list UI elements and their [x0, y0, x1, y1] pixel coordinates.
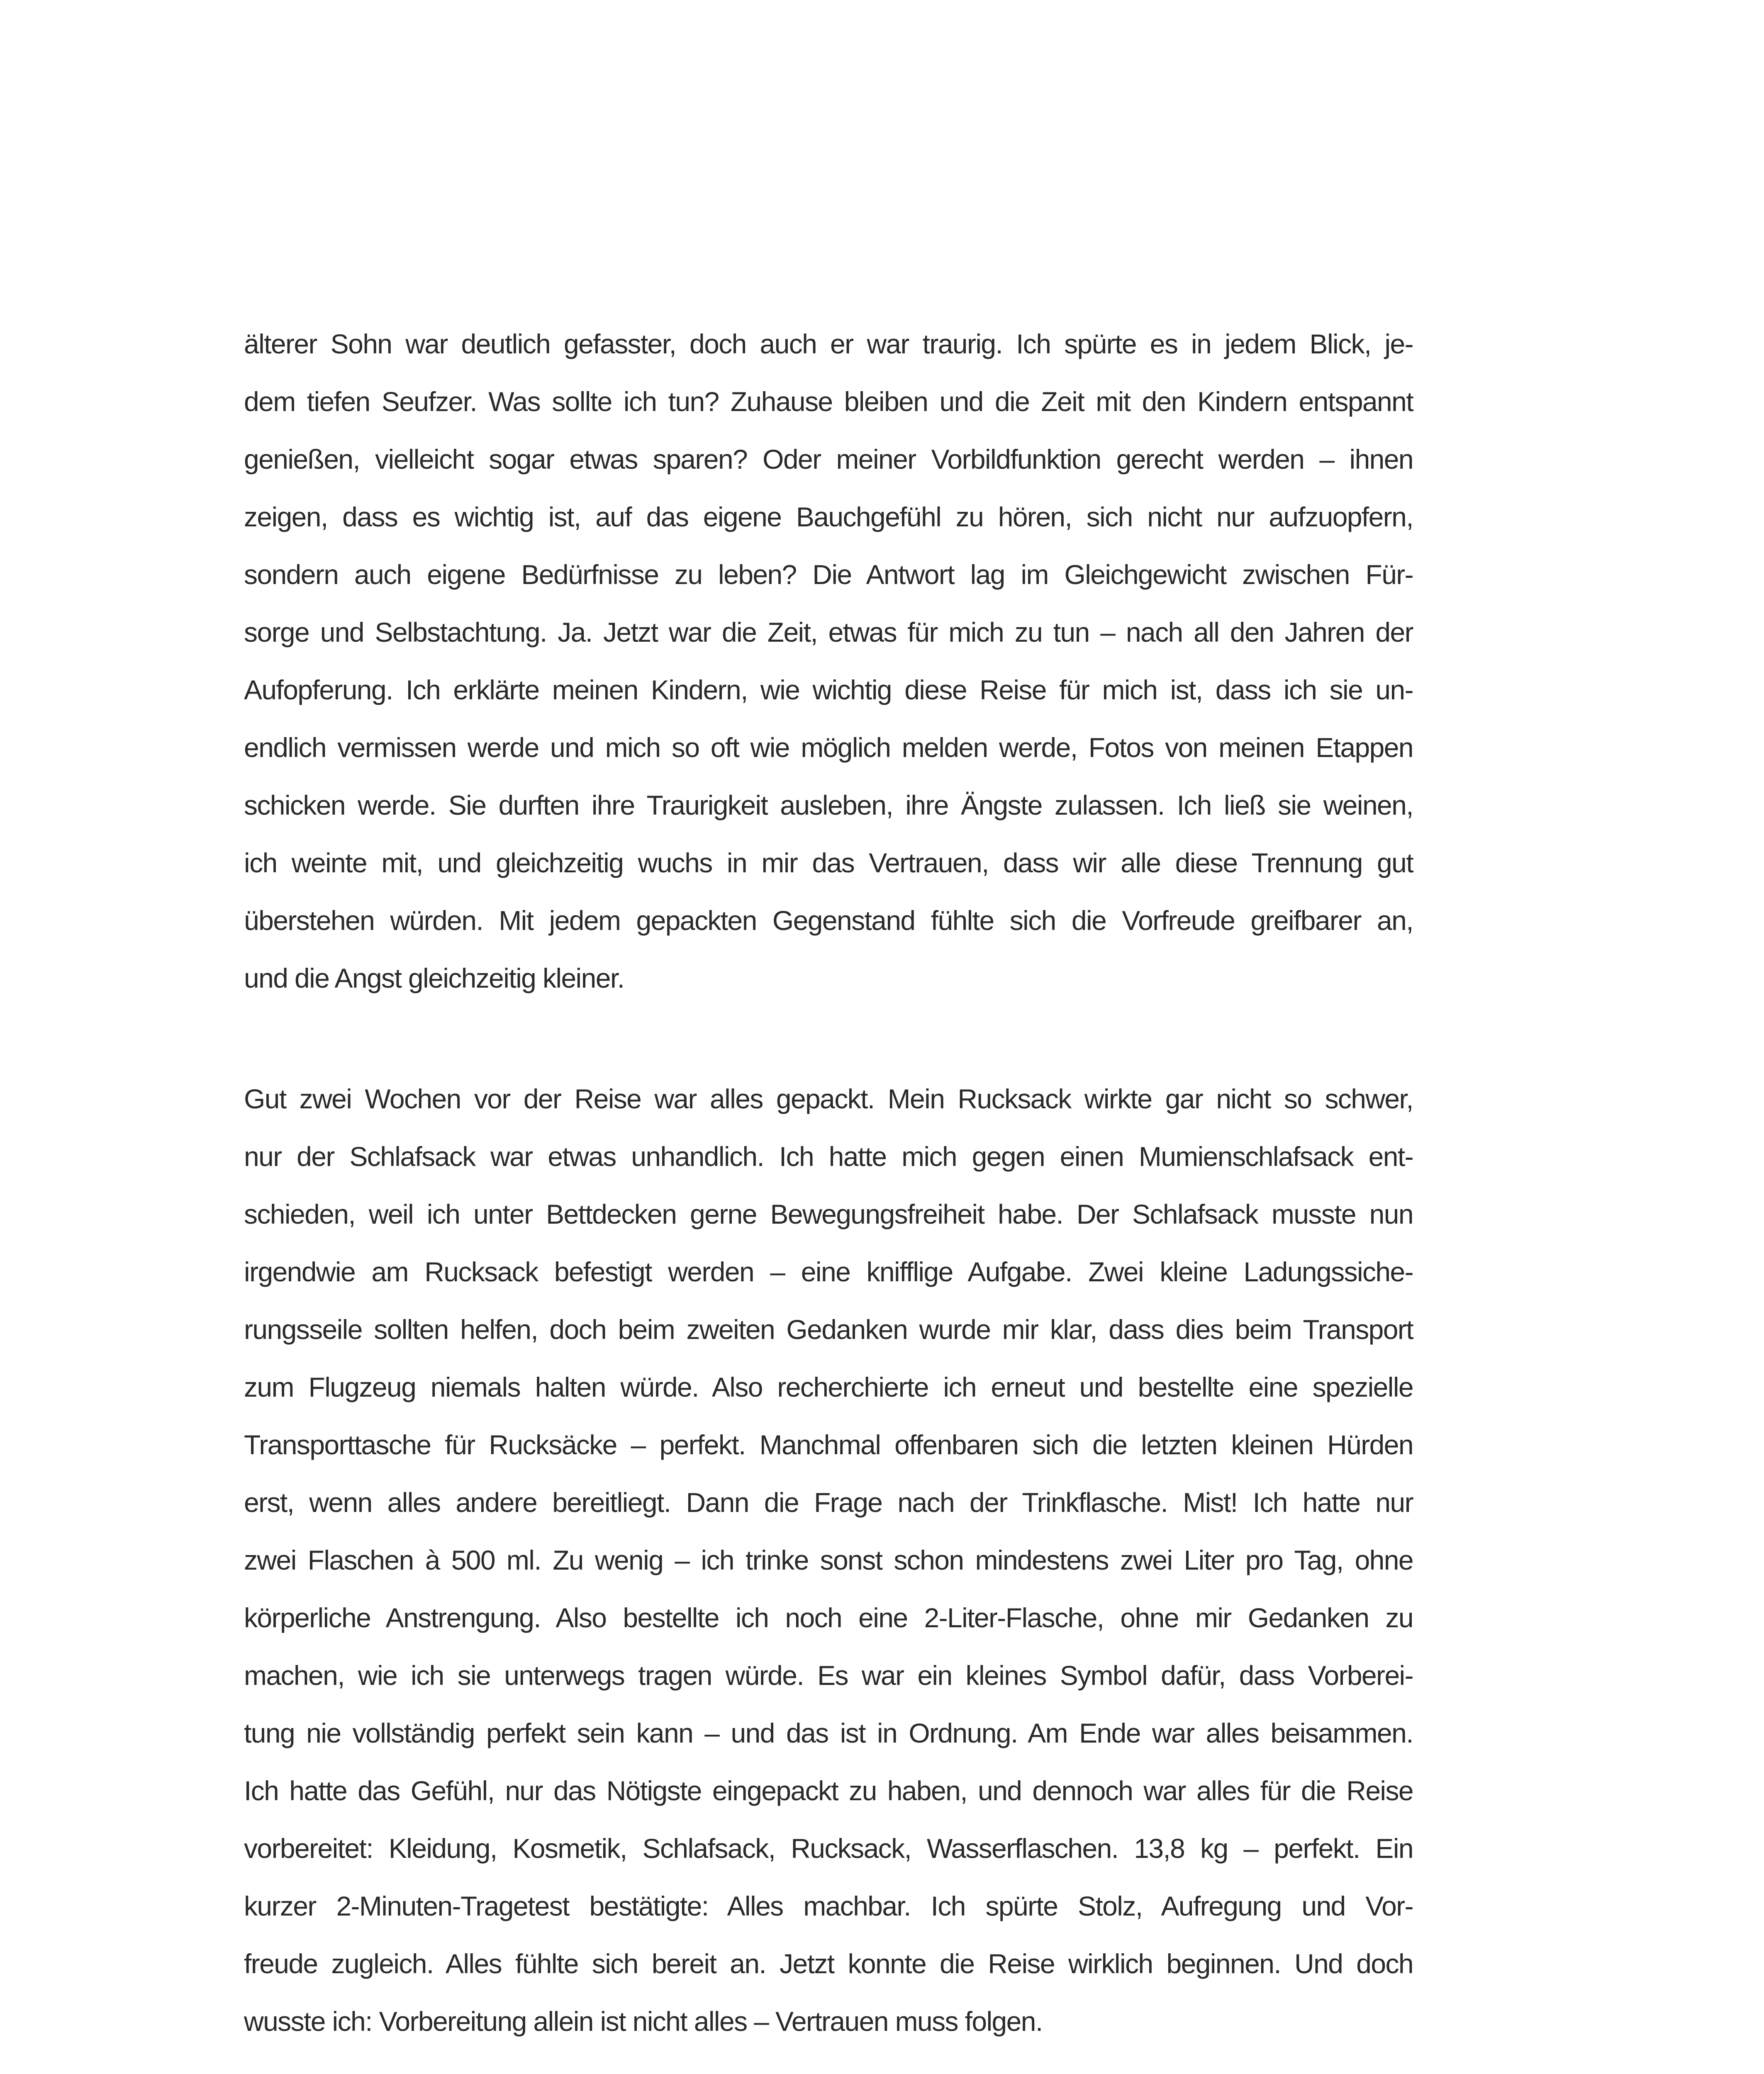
paragraph-1 — [244, 315, 1413, 1007]
text-line: vorbereitet: Kleidung, Kosmetik, Schlafsack, Rucksack, Wasserflaschen. 13,8 kg – perfekt. Ein — [244, 1833, 1413, 1864]
text-line: erst, wenn alles andere bereitliegt. Dann die Frage nach der Trinkflasche. Mist! Ich hatte nur — [244, 1487, 1413, 1518]
text-line: schicken werde. Sie durften ihre Traurigkeit ausleben, ihre Ängste zulassen. Ich ließ sie weinen, — [244, 790, 1413, 820]
text-line: endlich vermissen werde und mich so oft wie möglich melden werde, Fotos von meinen Etappen — [244, 732, 1413, 763]
text-line: schieden, weil ich unter Bettdecken gerne Bewegungsfreiheit habe. Der Schlafsack musste nun — [244, 1199, 1413, 1229]
text-line: körperliche Anstrengung. Also bestellte ich noch eine 2-Liter-Flasche, ohne mir Gedanken zu — [244, 1602, 1413, 1633]
text-line: kurzer 2-Minuten-Tragetest bestätigte: Alles machbar. Ich spürte Stolz, Aufregung und Vor- — [244, 1891, 1413, 1921]
text-line: sorge und Selbstachtung. Ja. Jetzt war die Zeit, etwas für mich zu tun – nach all den Jahren der — [244, 617, 1413, 648]
text-line: zum Flugzeug niemals halten würde. Also recherchierte ich erneut und bestellte eine spezielle — [244, 1372, 1413, 1402]
text-line: Transporttasche für Rucksäcke – perfekt. Manchmal offenbaren sich die letzten kleinen Hürden — [244, 1429, 1413, 1460]
text-line: und die Angst gleichzeitig kleiner. — [244, 963, 624, 993]
text-line: sondern auch eigene Bedürfnisse zu leben? Die Antwort lag im Gleichgewicht zwischen Für- — [244, 559, 1413, 590]
text-line: wusste ich: Vorbereitung allein ist nicht alles – Vertrauen muss folgen. — [244, 2006, 1043, 2037]
text-line: nur der Schlafsack war etwas unhandlich. Ich hatte mich gegen einen Mumienschlafsack ent- — [244, 1141, 1413, 1172]
text-line: rungsseile sollten helfen, doch beim zweiten Gedanken wurde mir klar, dass dies beim Transport — [244, 1314, 1413, 1345]
text-line: Gut zwei Wochen vor der Reise war alles gepackt. Mein Rucksack wirkte gar nicht so schwer, — [244, 1083, 1413, 1114]
text-line: machen, wie ich sie unterwegs tragen würde. Es war ein kleines Symbol dafür, dass Vorberei- — [244, 1660, 1413, 1691]
text-line: überstehen würden. Mit jedem gepackten Gegenstand fühlte sich die Vorfreude greifbarer an, — [244, 905, 1413, 936]
text-line: zeigen, dass es wichtig ist, auf das eigene Bauchgefühl zu hören, sich nicht nur aufzuopfern, — [244, 501, 1413, 532]
text-line: freude zugleich. Alles fühlte sich bereit an. Jetzt konnte die Reise wirklich beginnen. Und doch — [244, 1948, 1413, 1979]
text-line: ich weinte mit, und gleichzeitig wuchs in mir das Vertrauen, dass wir alle diese Trennung gut — [244, 847, 1413, 878]
text-line: genießen, vielleicht sogar etwas sparen? Oder meiner Vorbildfunktion gerecht werden – ihnen — [244, 444, 1413, 475]
text-line: irgendwie am Rucksack befestigt werden – eine knifflige Aufgabe. Zwei kleine Ladungssiche- — [244, 1256, 1413, 1287]
text-line: älterer Sohn war deutlich gefasster, doch auch er war traurig. Ich spürte es in jedem Blick, je- — [244, 329, 1413, 359]
text-line: tung nie vollständig perfekt sein kann – und das ist in Ordnung. Am Ende war alles beisammen. — [244, 1718, 1413, 1748]
text-line: Ich hatte das Gefühl, nur das Nötigste eingepackt zu haben, und dennoch war alles für die Reise — [244, 1775, 1413, 1806]
text-line: zwei Flaschen à 500 ml. Zu wenig – ich trinke sonst schon mindestens zwei Liter pro Tag, ohne — [244, 1545, 1413, 1575]
text-line: dem tiefen Seufzer. Was sollte ich tun? Zuhause bleiben und die Zeit mit den Kindern entspannt — [244, 386, 1413, 417]
paragraph-2 — [244, 1070, 1413, 2050]
text-line: Aufopferung. Ich erklärte meinen Kindern, wie wichtig diese Reise für mich ist, dass ich sie un- — [244, 674, 1413, 705]
